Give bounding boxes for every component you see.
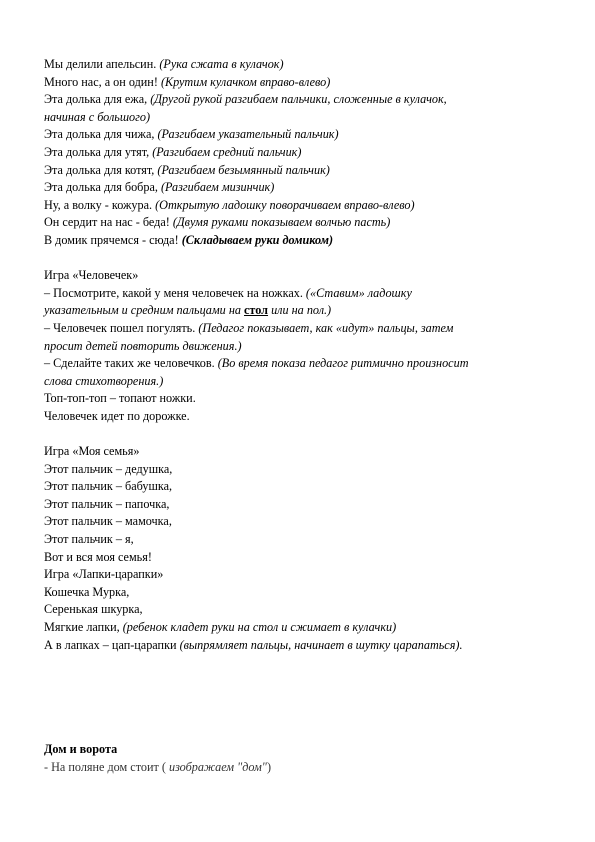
chelovechek-line-1: – Посмотрите, какой у меня человечек на ножках. («Ставим» ладошку [44, 285, 412, 300]
orange-line-1: Мы делили апельсин. (Рука сжата в кулачок) [44, 57, 284, 71]
chelovechek-line-2: указательным и средним пальцами на стол или на пол.) [44, 303, 332, 318]
lapki-line-2: Серенькая шкурка, [44, 602, 143, 617]
dom-game [44, 741, 564, 776]
chelovechek-line-6: слова стихотворения.) [44, 373, 164, 388]
chelovechek-line-7: Топ-топ-топ – топают ножки. [44, 391, 196, 406]
document-page [44, 56, 564, 776]
family-line-1: Этот пальчик – дедушка, [44, 461, 173, 476]
lapki-title: Игра «Лапки-царапки» [44, 567, 164, 582]
orange-line-11: В домик прячемся - сюда! (Складываем руки домиком) [44, 232, 334, 247]
chelovechek-game [44, 267, 564, 425]
orange-line-5: Эта долька для чижа, (Разгибаем указательный пальчик) [44, 127, 339, 142]
spacer [44, 250, 564, 268]
family-title: Игра «Моя семья» [44, 444, 140, 459]
chelovechek-title: Игра «Человечек» [44, 268, 139, 283]
family-line-3: Этот пальчик – папочка, [44, 496, 170, 511]
dom-title: Дом и ворота [44, 742, 118, 757]
orange-rhyme [44, 56, 564, 250]
orange-line-6: Эта долька для утят, (Разгибаем средний пальчик) [44, 144, 302, 159]
family-line-2: Этот пальчик – бабушка, [44, 479, 173, 494]
family-line-5: Этот пальчик – я, [44, 532, 134, 547]
spacer [44, 654, 564, 741]
orange-line-4: начиная с большого) [44, 109, 151, 124]
stol-emphasis: стол [244, 303, 269, 318]
family-game [44, 443, 564, 566]
lapki-line-1: Кошечка Мурка, [44, 584, 130, 599]
chelovechek-line-3: – Человечек пошел погулять. (Педагог показывает, как «идут» пальцы, затем [44, 320, 454, 335]
lapki-line-4: А в лапках – цап-царапки (выпрямляет пальцы, начинает в шутку царапаться). [44, 637, 463, 652]
chelovechek-line-5: – Сделайте таких же человечков. (Во время показа педагог ритмично произносит [44, 356, 469, 371]
spacer [44, 425, 564, 443]
orange-line-10: Он сердит на нас - беда! (Двумя руками показываем волчью пасть) [44, 215, 391, 230]
orange-line-2: Много нас, а он один! (Крутим кулачком вправо-влево) [44, 74, 331, 89]
chelovechek-line-8: Человечек идет по дорожке. [44, 408, 190, 423]
family-line-6: Вот и вся моя семья! [44, 549, 152, 564]
lapki-line-3: Мягкие лапки, (ребенок кладет руки на стол и сжимает в кулачки) [44, 620, 397, 634]
chelovechek-line-4: просит детей повторить движения.) [44, 338, 242, 353]
orange-line-9: Ну, а волку - кожура. (Открытую ладошку поворачиваем вправо-влево) [44, 197, 415, 212]
dom-line-1: - На поляне дом стоит ( изображаем "дом") [44, 759, 271, 774]
family-line-4: Этот пальчик – мамочка, [44, 514, 172, 529]
orange-line-3: Эта долька для ежа, (Другой рукой разгибаем пальчики, сложенные в кулачок, [44, 92, 447, 107]
orange-line-7: Эта долька для котят, (Разгибаем безымянный пальчик) [44, 162, 330, 177]
orange-line-8: Эта долька для бобра, (Разгибаем мизинчик) [44, 180, 275, 195]
lapki-game [44, 566, 564, 654]
